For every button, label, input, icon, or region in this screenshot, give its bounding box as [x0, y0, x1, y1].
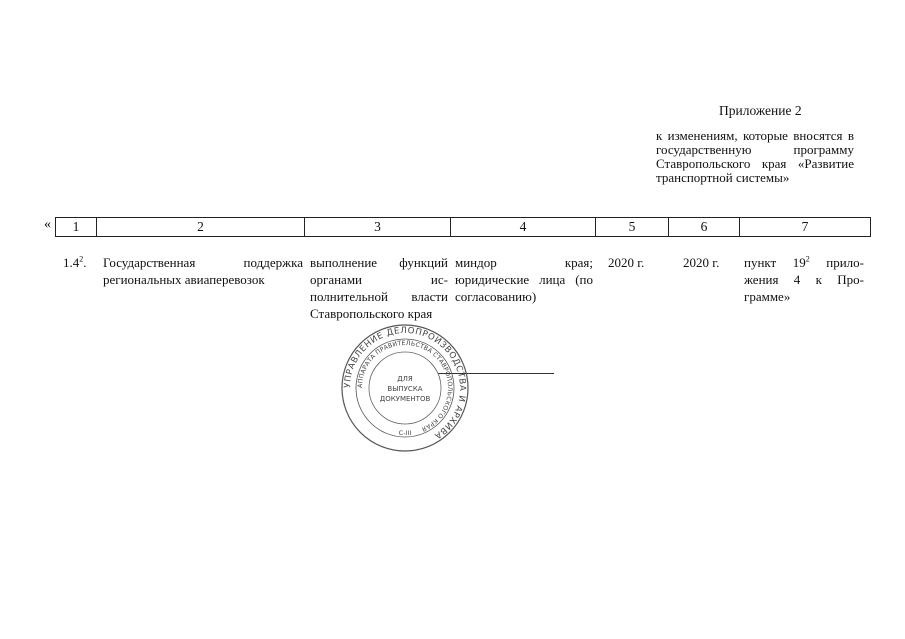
- column-number: 5: [596, 218, 669, 237]
- opening-quote: «: [44, 217, 51, 232]
- row-name: Государственная поддержка региональных авиаперевозок: [103, 255, 303, 287]
- row-executor: выполнение функций органами исполнительной власти Ставропольского края: [310, 255, 448, 321]
- column-number: 3: [305, 218, 451, 237]
- appendix-title: Приложение 2: [719, 103, 802, 118]
- column-number: 4: [451, 218, 596, 237]
- stamp-outer-text: УПРАВЛЕНИЕ ДЕЛОПРОИЗВОДСТВА И АРХИВА: [342, 325, 468, 441]
- stamp-center-line2: ВЫПУСКА: [387, 385, 423, 393]
- row-start-year: 2020 г.: [608, 255, 645, 270]
- row-participants: миндор края; юридические лица (по согласованию): [455, 255, 593, 304]
- column-number-header: [55, 217, 871, 237]
- row-number: $1.4^2$.: [63, 254, 87, 270]
- column-number: 2: [97, 218, 305, 237]
- row-reference: пункт $19^2$ приложения 4 к Программе»: [744, 254, 864, 304]
- official-stamp: [340, 323, 470, 453]
- stamp-center-line1: ДЛЯ: [397, 375, 413, 383]
- column-number: 7: [740, 218, 871, 237]
- appendix-subtitle: к изменениям, которые вносятся в государственную программу Ставропольского края «Развитие транспортной системы»: [656, 128, 854, 185]
- stamp-center-line3: ДОКУМЕНТОВ: [379, 395, 431, 403]
- stamp-code: С-III: [398, 429, 412, 437]
- column-number: 1: [56, 218, 97, 237]
- row-end-year: 2020 г.: [683, 255, 720, 270]
- stamp-inner-text: АППАРАТА ПРАВИТЕЛЬСТВА СТАВРОПОЛЬСКОГО КРАЯ: [356, 339, 454, 433]
- column-number: 6: [669, 218, 740, 237]
